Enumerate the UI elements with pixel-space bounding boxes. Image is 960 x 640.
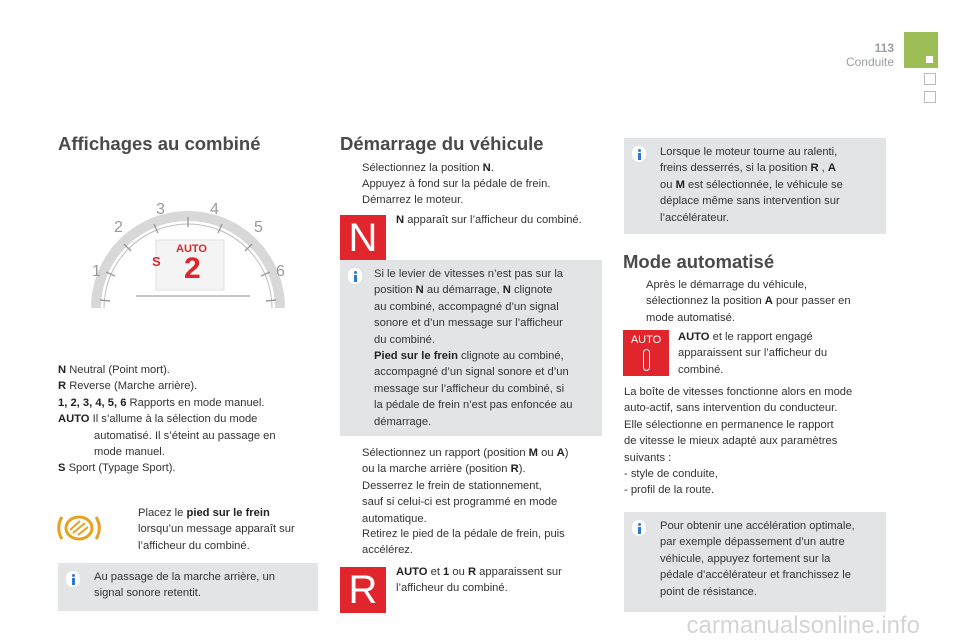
section-heading: Mode automatisé	[623, 251, 775, 272]
body-paragraph: La boîte de vitesses fonctionne alors en mode auto-actif, sans intervention du conducteur. Elle sélectionne en permanence le rapport de vitesse le mieux adapté aux paramètres suivants : - style de conduite, - profil de la route.	[624, 386, 853, 497]
chapter-tab	[904, 32, 938, 68]
instruction-bullet: Démarrez le moteur.	[362, 194, 464, 206]
dial-number: 2	[114, 219, 123, 236]
info-box: Au passage de la marche arrière, un signal sonore retentit.	[58, 563, 318, 611]
neutral-badge-icon: N	[340, 215, 386, 261]
legend-item: S Sport (Typage Sport).	[58, 462, 176, 475]
legend-item: AUTO Il s’allume à la sélection du mode	[58, 413, 258, 426]
instruction-bullet: Sélectionnez la position N.	[362, 162, 494, 174]
dial-number: 5	[254, 219, 263, 236]
instruction-bullet: Desserrez le frein de stationnement, sauf si celui-ci est programmé en mode automatique.	[362, 480, 558, 525]
section-title: Conduite	[845, 55, 894, 69]
auto-mode-badge-icon: AUTO	[623, 330, 669, 376]
brake-pedal-icon	[56, 508, 102, 548]
dial-number: 6	[276, 263, 285, 280]
instruction-bullet: Appuyez à fond sur la pédale de frein.	[362, 178, 551, 190]
instruction-bullet: Sélectionnez un rapport (position M ou A) ou la marche arrière (position R).	[362, 447, 569, 476]
display-legend	[58, 362, 318, 477]
page-number: 113	[874, 41, 894, 55]
chapter-marker-icon	[924, 73, 936, 85]
info-icon	[348, 268, 362, 284]
section-heading: Démarrage du véhicule	[340, 133, 544, 154]
instruction-bullet: Retirez le pied de la pédale de frein, puis accélérez.	[362, 528, 565, 557]
legend-item: N Neutral (Point mort).	[58, 364, 170, 376]
legend-item: automatisé. Il s’éteint au passage en	[94, 429, 276, 442]
info-icon	[632, 146, 646, 162]
legend-item: R Reverse (Marche arrière).	[58, 380, 198, 393]
reverse-badge-icon: R	[340, 567, 386, 613]
badge-caption: AUTO et 1 ou R apparaissent sur l’afficheur du combiné.	[396, 566, 562, 595]
section-heading: Affichages au combiné	[58, 133, 261, 154]
info-box: Pour obtenir une accélération optimale, par exemple dépassement d’un autre véhicule, appuyez fortement sur la pédale d’accélérateur et franchissez le point de résistance.	[624, 512, 886, 612]
info-box: Lorsque le moteur tourne au ralenti, freins desserrés, si la position R , A ou M est sélectionnée, le véhicule se déplace même sans intervention sur l’accélérateur.	[624, 138, 886, 234]
watermark: carmanualsonline.info	[686, 612, 920, 639]
display-sport-indicator: S	[152, 254, 161, 269]
info-box: Si le levier de vitesses n’est pas sur la position N au démarrage, N clignote au combiné, accompagné d’un signal sonore et d’un message sur l’afficheur du combiné. Pied sur le frein clignote au combiné, accompagné d’un signal sonore et d’un message sur l’afficheur du combiné, si la pédale de frein n’est pas enfoncée au démarrage.	[340, 260, 602, 436]
display-auto-indicator: AUTO	[176, 243, 207, 255]
dial-number: 4	[210, 201, 219, 218]
chapter-marker-icon	[924, 91, 936, 103]
info-icon	[632, 520, 646, 536]
display-gear-indicator: 2	[184, 252, 201, 285]
badge-caption: N apparaît sur l’afficheur du combiné.	[396, 214, 582, 226]
info-icon	[66, 571, 80, 587]
legend-item: 1, 2, 3, 4, 5, 6 Rapports en mode manuel.	[58, 396, 265, 409]
chapter-marker-icon	[926, 56, 933, 63]
legend-item: mode manuel.	[94, 446, 165, 459]
dial-number: 1	[92, 263, 101, 280]
instruction-bullet: Placez le pied sur le frein lorsqu’un message apparaît sur l’afficheur du combiné.	[138, 507, 295, 552]
instruction-bullet: Après le démarrage du véhicule, sélectionnez la position A pour passer en mode automatisé.	[646, 279, 851, 324]
dial-number: 3	[156, 201, 165, 218]
instrument-cluster-illustration	[78, 200, 298, 340]
badge-caption: AUTO et le rapport engagé apparaissent sur l’afficheur du combiné.	[678, 331, 828, 376]
